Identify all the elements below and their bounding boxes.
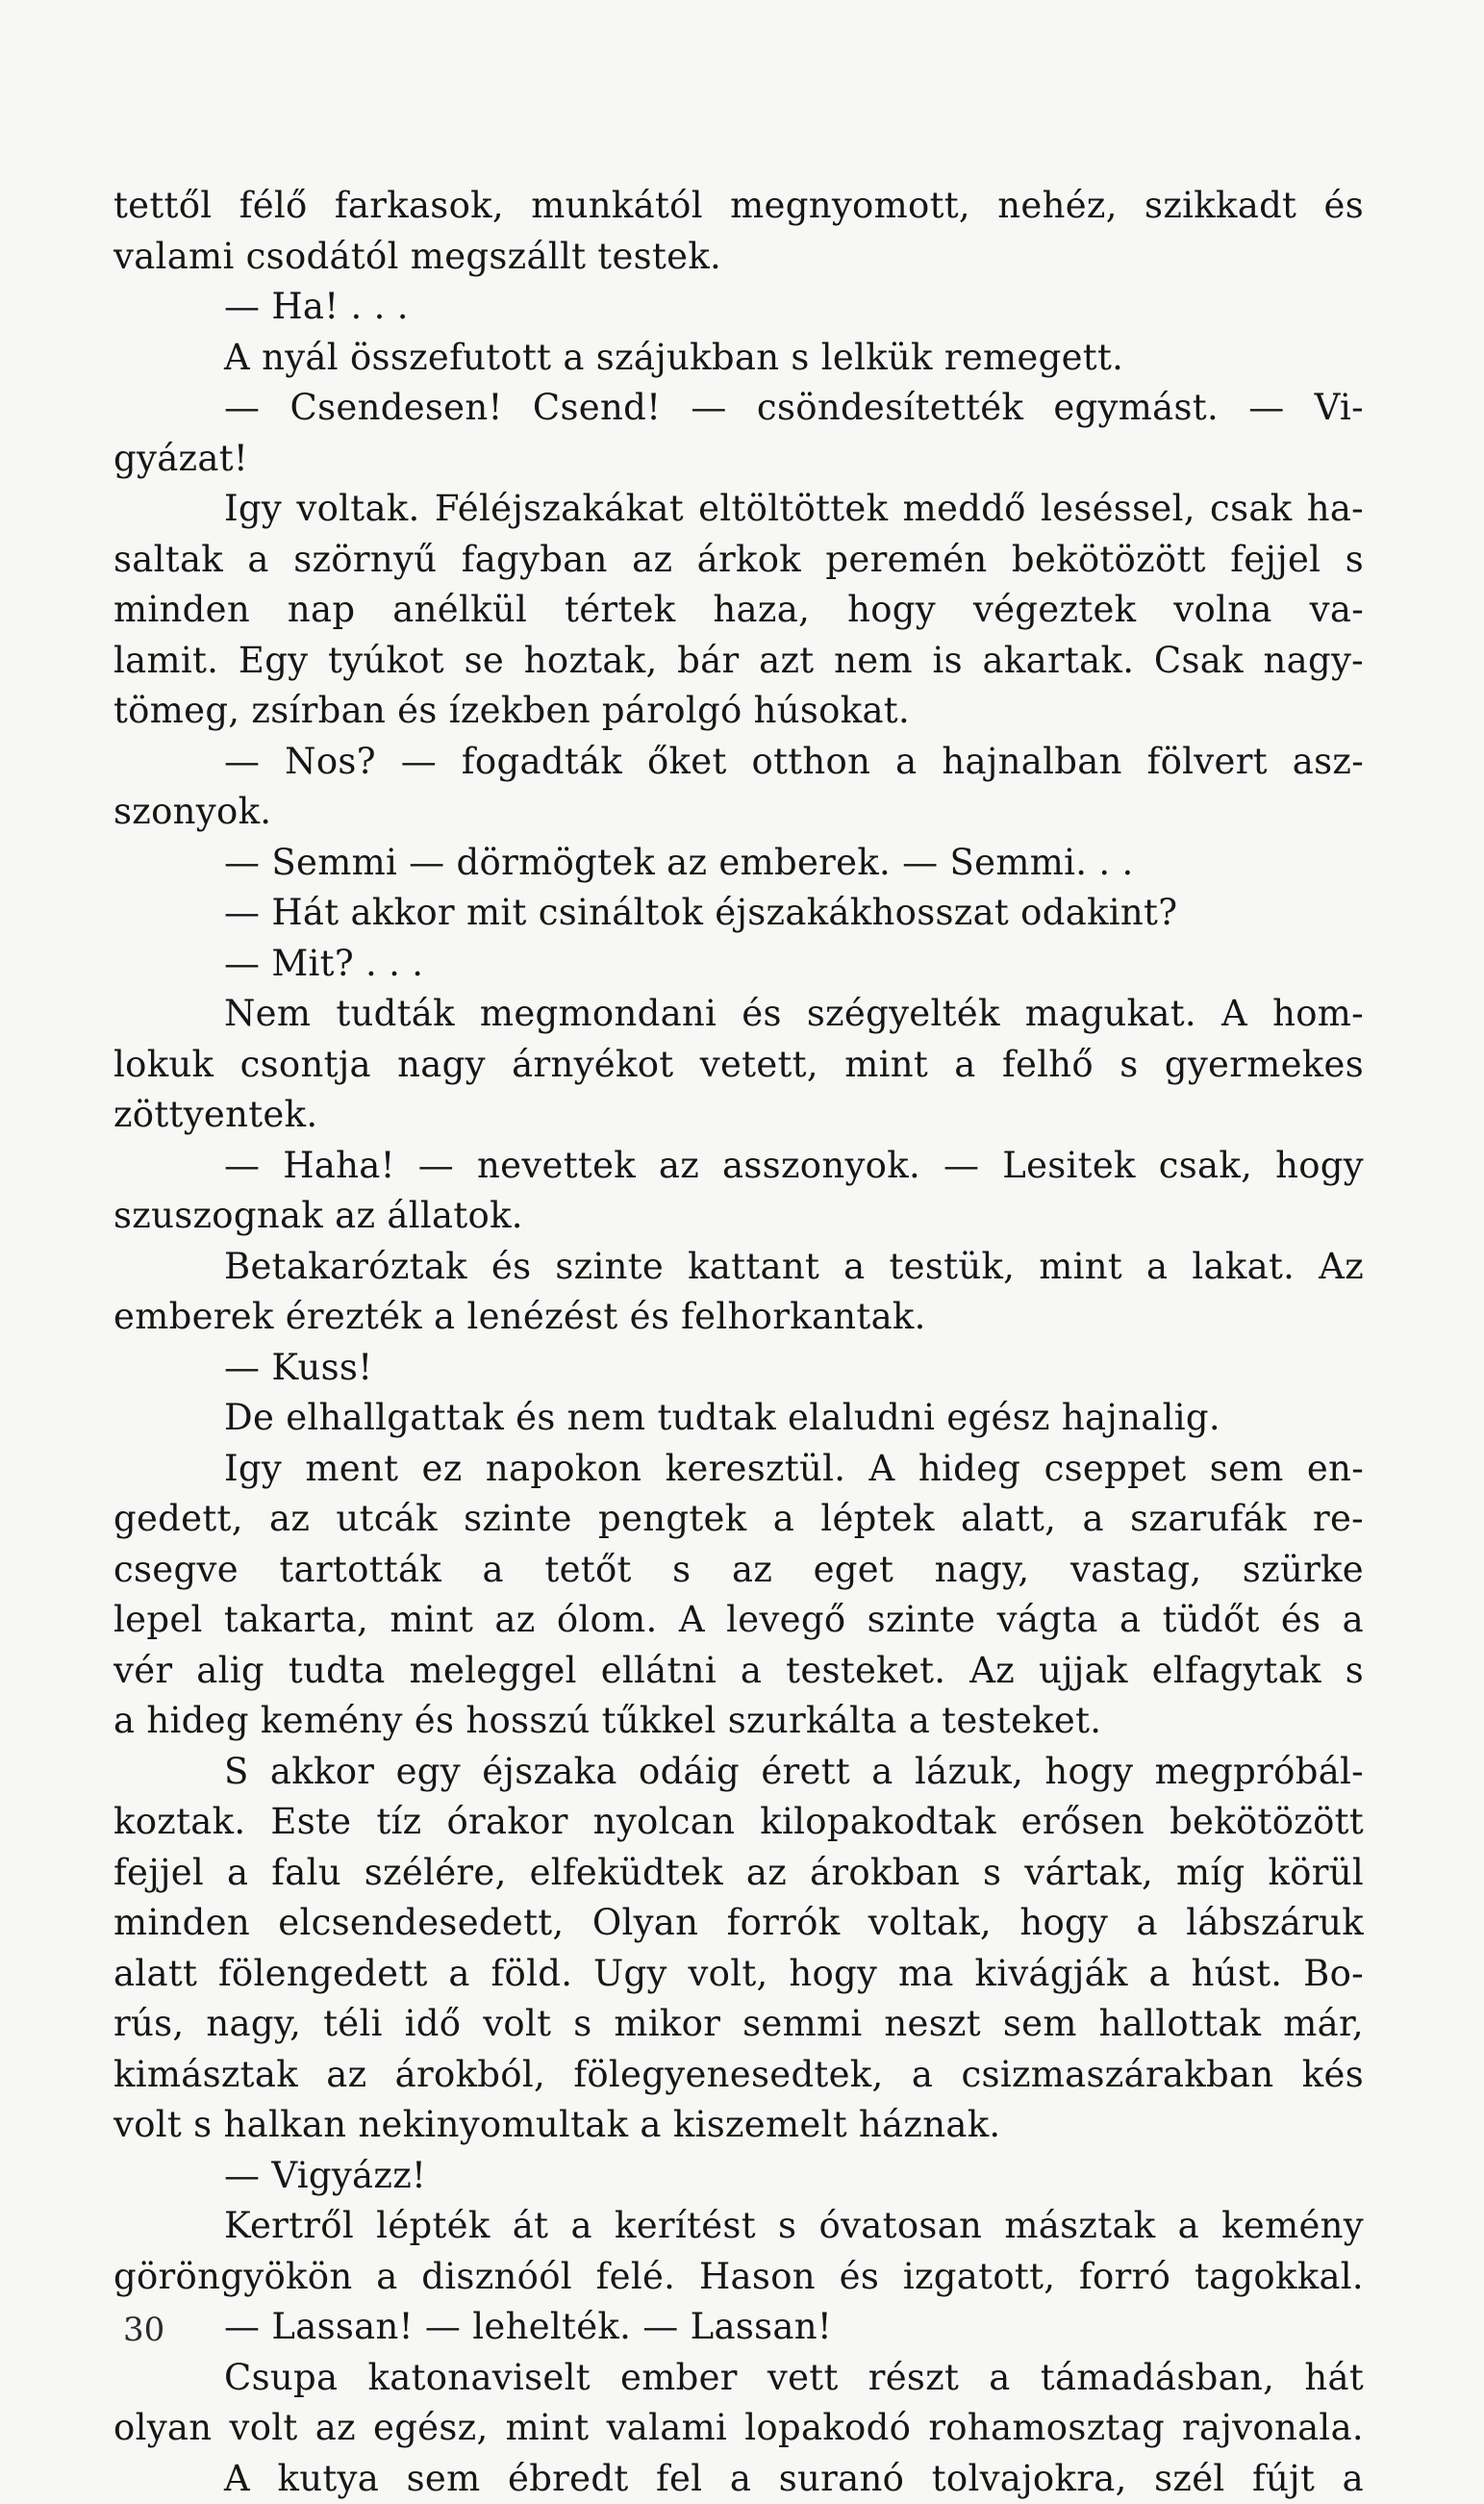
text-line: S akkor egy éjszaka odáig érett a lázuk, hogy megpróbál- (113, 1747, 1364, 1798)
text-line: Csupa katonaviselt ember vett részt a támadásban, hát (113, 2353, 1364, 2404)
text-line: göröngyökön a disznóól felé. Hason és izgatott, forró tagokkal. (113, 2252, 1364, 2303)
text-line: emberek érezték a lenézést és felhorkantak. (113, 1292, 1364, 1343)
text-line: — Semmi — dörmögtek az emberek. — Semmi. . . (113, 838, 1364, 889)
text-line: — Ha! . . . (113, 282, 1364, 333)
text-line: — Hát akkor mit csináltok éjszakákhosszat odakint? (113, 888, 1364, 939)
text-line: — Nos? — fogadták őket otthon a hajnalban fölvert asz- (113, 737, 1364, 788)
text-line: — Haha! — nevettek az asszonyok. — Lesitek csak, hogy (113, 1141, 1364, 1192)
text-line: volt s halkan nekinyomultak a kiszemelt háznak. (113, 2100, 1364, 2151)
text-line: zöttyentek. (113, 1090, 1364, 1141)
text-line: kimásztak az árokból, fölegyenesedtek, a csizmaszárakban kés (113, 2050, 1364, 2101)
text-line: vér alig tudta meleggel ellátni a testeket. Az ujjak elfagytak s (113, 1646, 1364, 1697)
text-line: Igy ment ez napokon keresztül. A hideg cseppet sem en- (113, 1444, 1364, 1495)
text-line: Igy voltak. Féléjszakákat eltöltöttek meddő leséssel, csak ha- (113, 484, 1364, 535)
text-line: saltak a szörnyű fagyban az árkok peremén bekötözött fejjel s (113, 535, 1364, 586)
text-line: lamit. Egy tyúkot se hoztak, bár azt nem is akartak. Csak nagy- (113, 636, 1364, 687)
text-line: minden nap anélkül tértek haza, hogy végeztek volna va- (113, 585, 1364, 636)
text-line: tömeg, zsírban és ízekben párolgó húsokat. (113, 686, 1364, 737)
text-line: lokuk csontja nagy árnyékot vetett, mint a felhő s gyermekes (113, 1040, 1364, 1091)
text-line: — Mit? . . . (113, 939, 1364, 990)
text-line: rús, nagy, téli idő volt s mikor semmi neszt sem hallottak már, (113, 1999, 1364, 2050)
text-line: — Kuss! (113, 1343, 1364, 1394)
text-line: — Csendesen! Csend! — csöndesítették egymást. — Vi- (113, 383, 1364, 434)
text-line: — Vigyázz! (113, 2151, 1364, 2202)
body-text (113, 181, 1364, 2504)
text-line: alatt fölengedett a föld. Ugy volt, hogy ma kivágják a húst. Bo- (113, 1949, 1364, 2000)
text-line: Kertről lépték át a kerítést s óvatosan másztak a kemény (113, 2201, 1364, 2252)
text-line: csegve tartották a tetőt s az eget nagy, vastag, szürke (113, 1545, 1364, 1596)
text-line: A kutya sem ébredt fel a suranó tolvajokra, szél fújt a (113, 2454, 1364, 2504)
text-line: gedett, az utcák szinte pengtek a léptek alatt, a szarufák re- (113, 1494, 1364, 1545)
page-number: 30 (123, 2311, 164, 2349)
text-line: fejjel a falu szélére, elfeküdtek az árokban s vártak, míg körül (113, 1848, 1364, 1899)
text-line: szuszognak az állatok. (113, 1191, 1364, 1242)
text-line: De elhallgattak és nem tudtak elaludni egész hajnalig. (113, 1393, 1364, 1444)
text-line: minden elcsendesedett, Olyan forrók voltak, hogy a lábszáruk (113, 1898, 1364, 1949)
text-line: Nem tudták megmondani és szégyelték magukat. A hom- (113, 989, 1364, 1040)
text-line: szonyok. (113, 787, 1364, 838)
text-line: tettől félő farkasok, munkától megnyomott, nehéz, szikkadt és (113, 181, 1364, 232)
text-line: a hideg kemény és hosszú tűkkel szurkálta a testeket. (113, 1696, 1364, 1747)
text-line: A nyál összefutott a szájukban s lelkük remegett. (113, 333, 1364, 384)
text-line: valami csodától megszállt testek. (113, 232, 1364, 283)
text-line: Betakaróztak és szinte kattant a testük, mint a lakat. Az (113, 1242, 1364, 1293)
text-line: lepel takarta, mint az ólom. A levegő szinte vágta a tüdőt és a (113, 1595, 1364, 1646)
text-line: olyan volt az egész, mint valami lopakodó rohamosztag rajvonala. (113, 2403, 1364, 2454)
text-line: koztak. Este tíz órakor nyolcan kilopakodtak erősen bekötözött (113, 1797, 1364, 1848)
text-line: gyázat! (113, 434, 1364, 485)
text-line: — Lassan! — lehelték. — Lassan! (113, 2302, 1364, 2353)
